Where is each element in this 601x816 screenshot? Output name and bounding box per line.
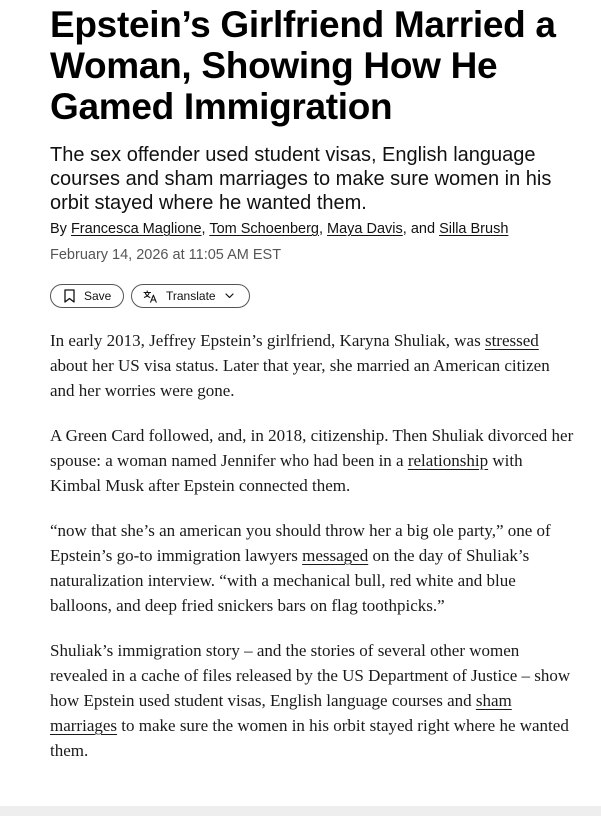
inline-link-relationship[interactable]: relationship [407, 451, 489, 470]
author-link-tom-schoenberg[interactable]: Tom Schoenberg [209, 221, 319, 237]
byline-separator: , [402, 221, 407, 237]
author-link-silla-brush[interactable]: Silla Brush [439, 221, 509, 237]
paragraph-text: A Green Card followed, and, in 2018, citizenship. Then Shuliak divorced her spouse: a woman named Jennifer who had been in a [50, 426, 574, 470]
article-paragraph [50, 423, 575, 498]
translate-button[interactable] [131, 284, 250, 308]
translate-button-label: Translate [166, 289, 216, 303]
paragraph-text: In early 2013, Jeffrey Epstein’s girlfriend, Karyna Shuliak, was [50, 331, 485, 350]
bookmark-icon [64, 289, 75, 303]
paragraph-text: to make sure the women in his orbit stayed right where he wanted them. [50, 716, 569, 760]
paragraph-text: on the day of Shuliak’s naturalization interview. “with a mechanical bull, red white and blue balloons, and deep fried snickers bars on flag toothpicks.” [50, 546, 530, 615]
byline-separator: , [201, 221, 206, 237]
publish-timestamp: February 14, 2026 at 11:05 AM EST [50, 247, 282, 263]
save-button-label: Save [84, 289, 112, 303]
inline-link-sham-marriages[interactable]: sham marriages [50, 691, 512, 735]
byline-and: and [410, 221, 436, 237]
article-paragraph [50, 638, 575, 763]
save-button[interactable] [50, 284, 124, 308]
translate-icon [143, 290, 158, 303]
page-bottom-divider [0, 806, 601, 816]
paragraph-text: with Kimbal Musk after Epstein connected them. [50, 451, 523, 495]
inline-link-stressed[interactable]: stressed [484, 331, 539, 350]
paragraph-text: “now that she’s an american you should throw her a big ole party,” one of Epstein’s go-to immigration lawyers [50, 521, 551, 565]
article-dek: The sex offender used student visas, English language courses and sham marriages to make sure women in his orbit stayed where he wanted them. [50, 144, 552, 214]
byline [50, 219, 590, 239]
article-body [50, 328, 575, 783]
inline-link-messaged[interactable]: messaged [302, 546, 369, 565]
author-link-maya-davis[interactable]: Maya Davis [327, 221, 403, 237]
chevron-down-icon [225, 293, 234, 299]
byline-separator: , [318, 221, 323, 237]
article-paragraph [50, 518, 575, 618]
author-link-francesca-maglione[interactable]: Francesca Maglione [70, 221, 202, 237]
paragraph-text: about her US visa status. Later that year, she married an American citizen and her worries were gone. [50, 356, 550, 400]
article-paragraph [50, 328, 575, 403]
article-headline: Epstein’s Girlfriend Married a Woman, Showing How He Gamed Immigration [50, 4, 556, 127]
byline-prefix: By [50, 221, 67, 237]
paragraph-text: Shuliak’s immigration story – and the stories of several other women revealed in a cache of files released by the US Department of Justice – show how Epstein used student visas, English language courses and [50, 641, 571, 710]
